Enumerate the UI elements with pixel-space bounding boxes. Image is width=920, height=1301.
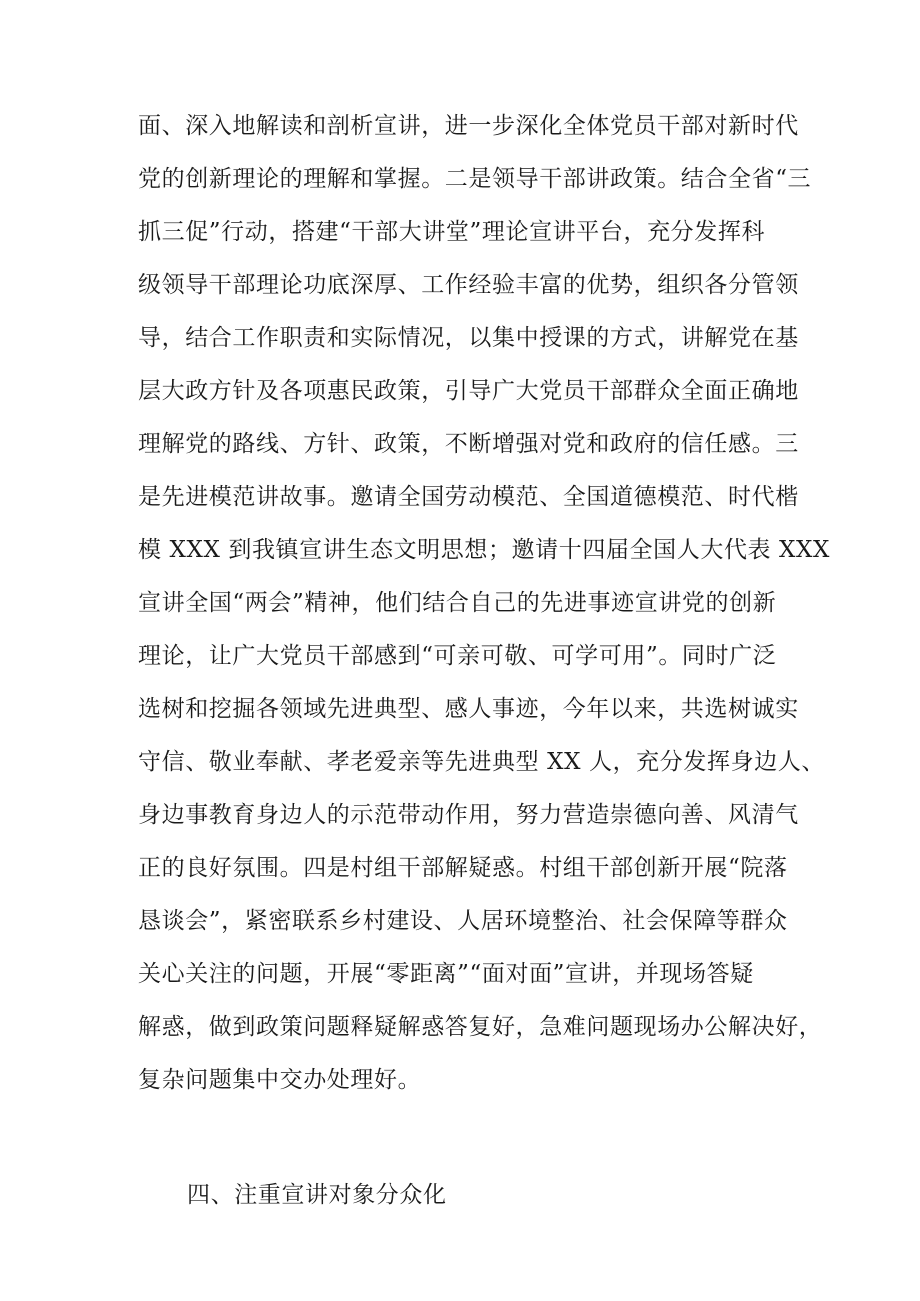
- section-heading: 四、注重宣讲对象分众化: [187, 1182, 447, 1208]
- paragraph-line: 选树和挖掘各领域先进典型、感人事迹，今年以来，共选树诚实: [138, 696, 799, 722]
- paragraph-line: 理论，让广大党员干部感到“可亲可敬、可学可用”。同时广泛: [138, 643, 777, 669]
- paragraph-line: 党的创新理论的理解和掌握。二是领导干部讲政策。结合全省“三: [138, 166, 812, 192]
- paragraph-line: 守信、敬业奉献、孝老爱亲等先进典型 XX 人，充分发挥身边人、: [138, 749, 825, 775]
- paragraph-line: 级领导干部理论功底深厚、工作经验丰富的优势，组织各分管领: [138, 272, 799, 298]
- paragraph-line: 宣讲全国“两会”精神，他们结合自己的先进事迹宣讲党的创新: [138, 590, 777, 616]
- paragraph-line: 理解党的路线、方针、政策，不断增强对党和政府的信任感。三: [138, 431, 799, 457]
- paragraph-line: 层大政方针及各项惠民政策，引导广大党员干部群众全面正确地: [138, 378, 799, 404]
- paragraph-line: 模 XXX 到我镇宣讲生态文明思想；邀请十四届全国人大代表 XXX: [138, 537, 830, 563]
- paragraph-line: 抓三促”行动，搭建“干部大讲堂”理论宣讲平台，充分发挥科: [138, 219, 766, 245]
- paragraph-line: 恳谈会”，紧密联系乡村建设、人居环境整治、社会保障等群众: [138, 908, 788, 934]
- paragraph-line: 复杂问题集中交办处理好。: [138, 1067, 422, 1093]
- paragraph-line: 身边事教育身边人的示范带动作用，努力营造崇德向善、风清气: [138, 802, 799, 828]
- paragraph-line: 面、深入地解读和剖析宣讲，进一步深化全体党员干部对新时代: [138, 113, 799, 139]
- paragraph-line: 是先进模范讲故事。邀请全国劳动模范、全国道德模范、时代楷: [138, 484, 799, 510]
- paragraph-line: 正的良好氛围。四是村组干部解疑惑。村组干部创新开展“院落: [138, 855, 788, 881]
- paragraph-line: 导，结合工作职责和实际情况，以集中授课的方式，讲解党在基: [138, 325, 799, 351]
- paragraph-line: 解惑，做到政策问题释疑解惑答复好，急难问题现场办公解决好，: [138, 1014, 823, 1040]
- paragraph-line: 关心关注的问题，开展“零距离”“面对面”宣讲，并现场答疑: [138, 961, 754, 987]
